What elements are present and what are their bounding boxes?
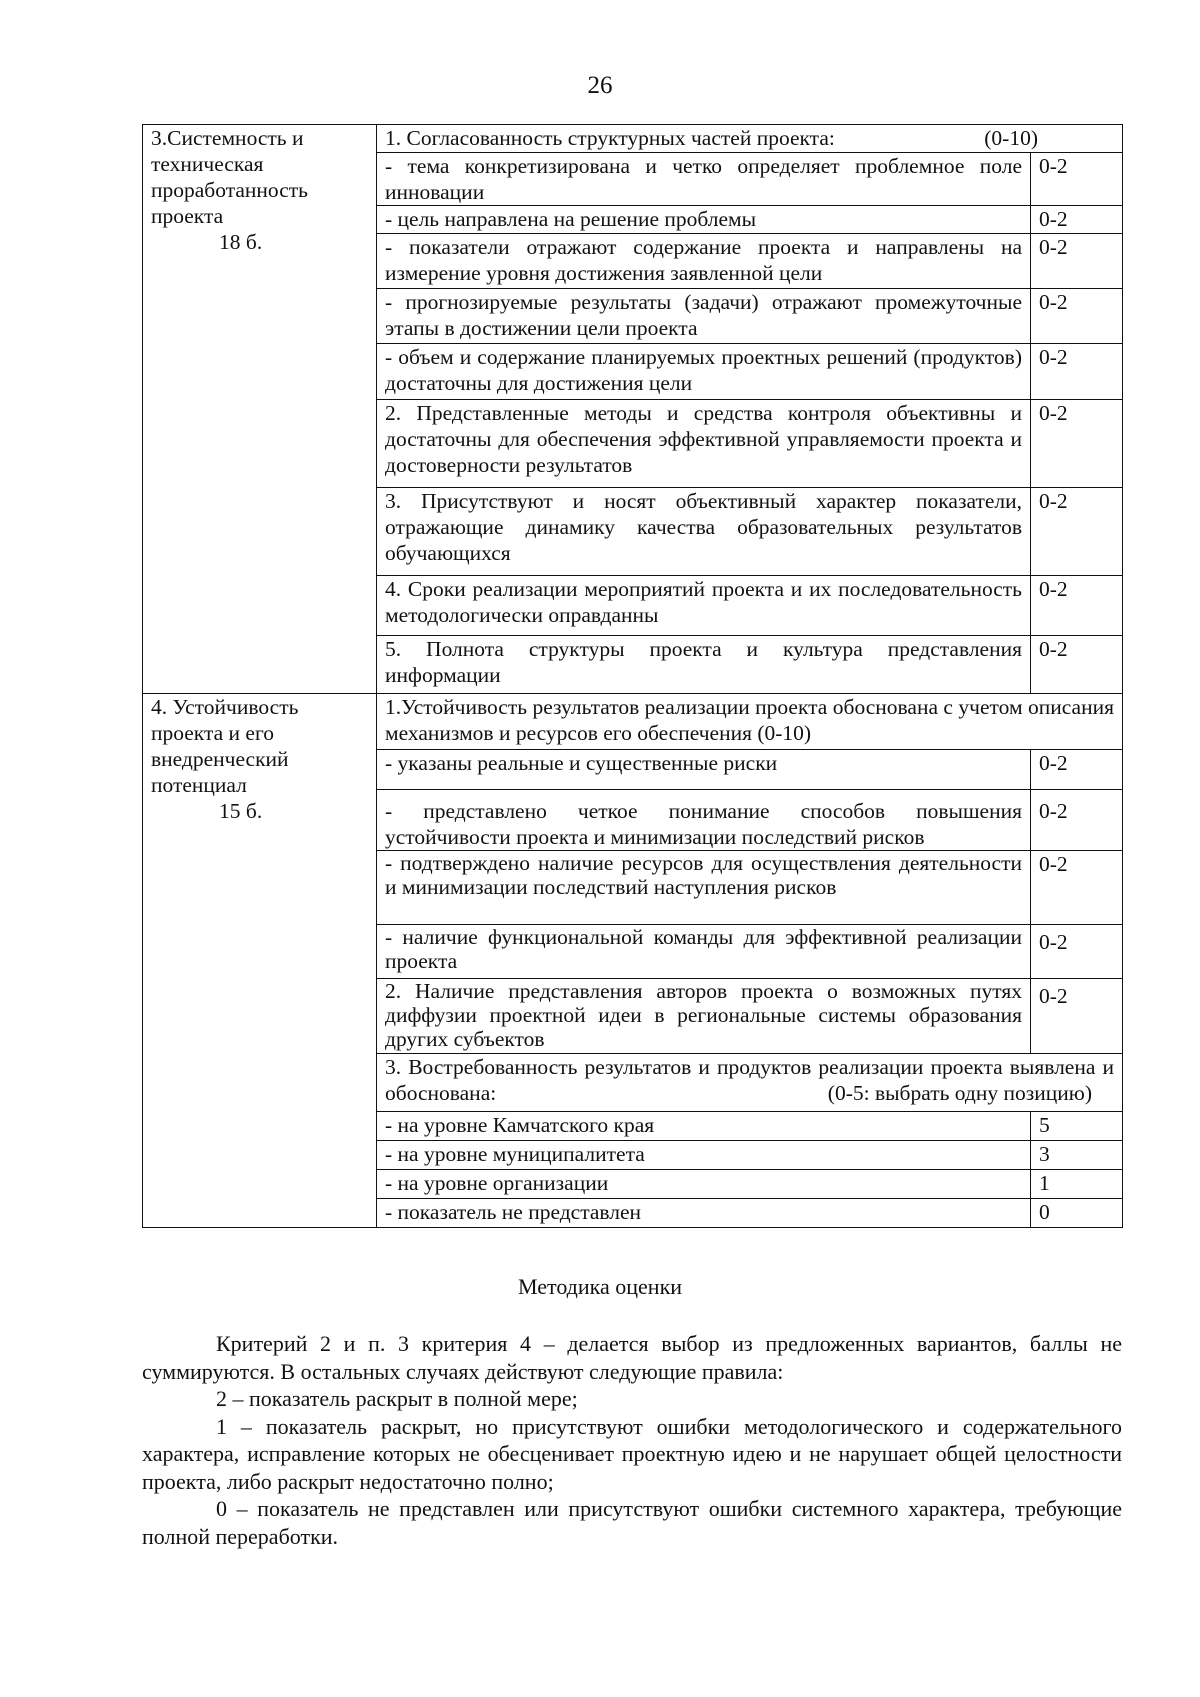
category-title: 3.Системность и техническая проработанность проекта — [151, 126, 308, 228]
page-number: 26 — [587, 72, 613, 99]
category-points: 15 б. — [219, 799, 263, 823]
methodology-body — [142, 1330, 1122, 1550]
score-cell: 0-2 — [1031, 851, 1123, 925]
score-cell: 0-2 — [1031, 750, 1123, 790]
indicator-group-header: 3. Востребованность результатов и продуктов реализации проекта выявлена и обоснована: (0-5: выбрать одну позицию) — [377, 1054, 1123, 1112]
indicator-group-header: 1.Устойчивость результатов реализации проекта обоснована с учетом описания механизмов и ресурсов его обеспечения (0-10) — [377, 694, 1123, 750]
score-cell: 0-2 — [1031, 979, 1123, 1054]
indicator-text: - наличие функциональной команды для эффективной реализации проекта — [377, 925, 1031, 979]
indicator-text: 2. Представленные методы и средства контроля объективны и достаточны для обеспечения эффективной управляемости проекта и достоверности результатов — [377, 400, 1031, 488]
indicator-text: - подтверждено наличие ресурсов для осуществления деятельности и минимизации последствий наступления рисков — [377, 851, 1031, 925]
indicator-text: 2. Наличие представления авторов проекта о возможных путях диффузии проектной идеи в региональные системы образования других субъектов — [377, 979, 1031, 1054]
methodology-paragraph: 1 – показатель раскрыт, но присутствуют ошибки методологического и содержательного характера, исправление которых не обесценивает проектную идею и не нарушает общей целостности проекта, либо раскрыт недостаточно полно; — [142, 1413, 1122, 1494]
indicator-text: - тема конкретизирована и четко определяет проблемное поле инновации — [377, 153, 1031, 206]
methodology-paragraph: 0 – показатель не представлен или присутствуют ошибки системного характера, требующие полной переработки. — [142, 1496, 1122, 1549]
indicator-text: - показатель не представлен — [377, 1199, 1031, 1228]
indicator-text: - на уровне Камчатского края — [377, 1112, 1031, 1141]
category-points: 18 б. — [219, 230, 263, 254]
table-row — [143, 125, 1123, 153]
category-title: 4. Устойчивость проекта и его внедренческий потенциал — [151, 695, 299, 797]
indicator-text: - на уровне организации — [377, 1170, 1031, 1199]
score-cell: 0-2 — [1031, 153, 1123, 206]
score-cell: 0-2 — [1031, 234, 1123, 289]
score-cell: 0-2 — [1031, 790, 1123, 851]
methodology-paragraph: Критерий 2 и п. 3 критерия 4 – делается выбор из предложенных вариантов, баллы не суммируются. В остальных случаях действуют следующие правила: — [142, 1331, 1122, 1384]
indicator-text: - на уровне муниципалитета — [377, 1141, 1031, 1170]
score-cell: 0-2 — [1031, 488, 1123, 576]
indicator-text: 4. Сроки реализации мероприятий проекта и их последовательность методологически оправданны — [377, 576, 1031, 636]
table-row — [143, 694, 1123, 750]
score-cell: 0 — [1031, 1199, 1123, 1228]
score-cell: 0-2 — [1031, 206, 1123, 234]
indicator-text: - показатели отражают содержание проекта и направлены на измерение уровня достижения заявленной цели — [377, 234, 1031, 289]
score-cell: 5 — [1031, 1112, 1123, 1141]
methodology-title: Методика оценки — [517, 1274, 683, 1299]
category-cell-4 — [143, 694, 377, 1228]
score-cell: 3 — [1031, 1141, 1123, 1170]
indicator-text: - указаны реальные и существенные риски — [377, 750, 1031, 790]
score-cell: 0-2 — [1031, 289, 1123, 344]
score-cell: 0-2 — [1031, 344, 1123, 400]
score-range: (0-10) — [984, 126, 1038, 150]
indicator-text: 5. Полнота структуры проекта и культура представления информации — [377, 636, 1031, 694]
score-cell: 1 — [1031, 1170, 1123, 1199]
indicator-group-header: 1. Согласованность структурных частей проекта: (0-10) — [377, 125, 1123, 153]
score-cell: 0-2 — [1031, 636, 1123, 694]
indicator-text: - цель направлена на решение проблемы — [377, 206, 1031, 234]
methodology-paragraph: 2 – показатель раскрыт в полной мере; — [216, 1386, 578, 1411]
criteria-table — [142, 124, 1123, 1228]
score-cell: 0-2 — [1031, 576, 1123, 636]
indicator-text: 3. Присутствуют и носят объективный характер показатели, отражающие динамику качества образовательных результатов обучающихся — [377, 488, 1031, 576]
indicator-text: - объем и содержание планируемых проектных решений (продуктов) достаточны для достижения цели — [377, 344, 1031, 400]
indicator-text: - представлено четкое понимание способов повышения устойчивости проекта и минимизации последствий рисков — [377, 790, 1031, 851]
score-range: (0-5: выбрать одну позицию) — [827, 1081, 1092, 1105]
score-cell: 0-2 — [1031, 400, 1123, 488]
category-cell-3 — [143, 125, 377, 694]
score-cell: 0-2 — [1031, 925, 1123, 979]
indicator-text: - прогнозируемые результаты (задачи) отражают промежуточные этапы в достижении цели проекта — [377, 289, 1031, 344]
